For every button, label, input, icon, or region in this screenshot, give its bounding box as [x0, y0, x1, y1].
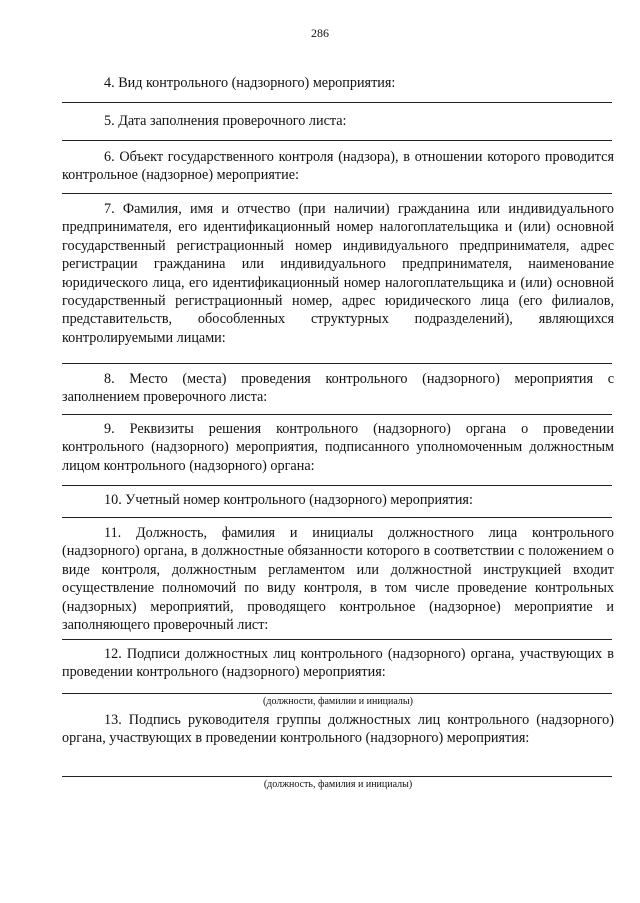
- item-9-text: 9. Реквизиты решения контрольного (надзорного) органа о проведении контрольного (надзорного) мероприятия, подписанного уполномоченным должностным лицом контрольного (надзорного) органа:: [62, 421, 614, 474]
- item-13-caption: (должность, фамилия и инициалы): [263, 779, 413, 790]
- item-13-text: 13. Подпись руководителя группы должностных лиц контрольного (надзорного) органа, участвующих в проведении контрольного (надзорного) мероприятия:: [62, 712, 614, 747]
- item-12-text: 12. Подписи должностных лиц контрольного (надзорного) органа, участвующих в проведении контрольного (надзорного) мероприятия:: [62, 646, 614, 681]
- item-6-fill-line: [62, 193, 612, 194]
- item-5-fill-line: [62, 140, 612, 141]
- item-5-text: 5. Дата заполнения проверочного листа:: [104, 113, 347, 129]
- item-7-text: 7. Фамилия, имя и отчество (при наличии) гражданина или индивидуального предпринимателя, его идентификационный номер налогоплательщика и (или) основной государственный регистрационный номер индивидуального предпринимателя, адрес регистрации гражданина или индивидуального предпринимателя, наименование юридического лица, его идентификационный номер налогоплательщика и (или) основной государственный регистрационный номер, адрес юридического лица (его филиалов, представительств, обособленных структурных подразделений), являющихся контролируемыми лицами:: [62, 201, 614, 346]
- item-8-text: 8. Место (места) проведения контрольного (надзорного) мероприятия с заполнением проверочного листа:: [62, 371, 614, 406]
- item-11-fill-line: [62, 639, 612, 640]
- item-12-caption: (должности, фамилии и инициалы): [263, 696, 413, 707]
- page-number: 286: [311, 26, 329, 40]
- item-12-fill-line: [62, 693, 612, 694]
- item-7-fill-line: [62, 363, 612, 364]
- item-10-text: 10. Учетный номер контрольного (надзорного) мероприятия:: [104, 492, 473, 508]
- item-4-fill-line: [62, 102, 612, 103]
- item-9-fill-line: [62, 485, 612, 486]
- item-6-text: 6. Объект государственного контроля (надзора), в отношении которого проводится контрольное (надзорное) мероприятие:: [62, 149, 614, 184]
- item-8-fill-line: [62, 414, 612, 415]
- item-13-fill-line: [62, 776, 612, 777]
- item-4-text: 4. Вид контрольного (надзорного) мероприятия:: [104, 75, 396, 91]
- item-10-fill-line: [62, 517, 612, 518]
- item-11-text: 11. Должность, фамилия и инициалы должностного лица контрольного (надзорного) органа, в должностные обязанности которого в соответствии с положением о виде контроля, должностным регламентом или должностной инструкцией входит осуществление полномочий по виду контроля, в том числе проведение контрольных (надзорных) мероприятий, проводящего контрольное (надзорное) мероприятие и заполняющего проверочный лист:: [62, 525, 614, 634]
